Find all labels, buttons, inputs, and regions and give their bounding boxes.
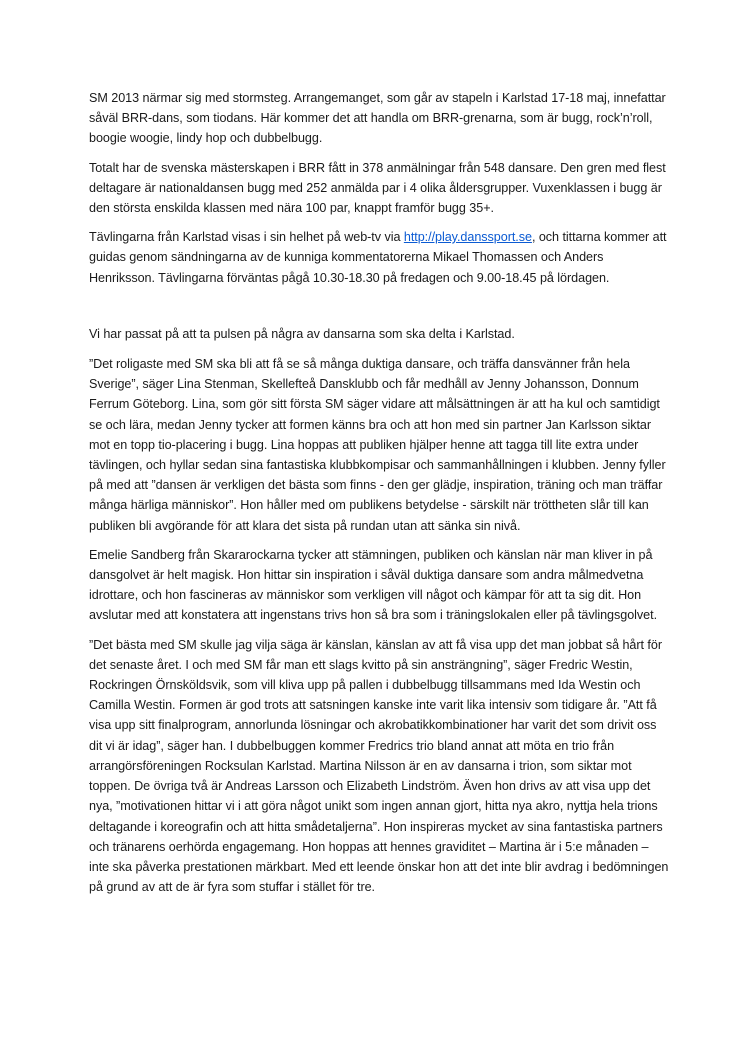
paragraph-pulse: Vi har passat på att ta pulsen på några av dansarna som ska delta i Karlstad. bbox=[89, 326, 515, 341]
paragraph-broadcast bbox=[89, 227, 669, 288]
paragraph-registrations: Totalt har de svenska mästerskapen i BRR fått in 378 anmälningar från 548 dansare. Den gren med flest deltagare är nationaldansen bugg med 252 anmälda par i 4 olika åldersgrupper. Vuxenklassen i bugg är den största enskilda klassen med nära 100 par, knappt framför bugg 35+. bbox=[89, 160, 666, 216]
paragraph-fredric-martina: ”Det bästa med SM skulle jag vilja säga är känslan, känslan av att få visa upp det man jobbat så hårt för det senaste året. I och med SM får man ett slags kvitto på sin ansträngning”, säger Fredric Westin, Rockringen Örnsköldsvik, som vill kliva upp på pallen i dubbelbugg tillsammans med Ida Westin och Camilla Westin. Formen är god trots att satsningen kanske inte varit lika intensiv som tidigare år. ”Att få visa upp sitt finalprogram, annorlunda lösningar och akrobatikkombinationer har varit det som drivit oss dit vi är idag”, säger han. I dubbelbuggen kommer Fredrics trio bland annat att möta en trio från arrangörsföreningen Rocksulan Karlstad. Martina Nilsson är en av dansarna i trion, som siktar mot toppen. De övriga två är Andreas Larsson och Elizabeth Lindström. Även hon drivs av att visa upp det nya, ”motivationen hittar vi i att göra något unikt som ingen annan gjort, hitta nya akro, nyttja hela trions deltagande i koreografin och att hitta smådetaljerna”. Hon inspireras mycket av sina fantastiska partners och tränarens oerhörda engagemang. Hon hoppas att hennes graviditet – Martina är i 5:e månaden – inte ska påverka prestationen märkbart. Med ett leende önskar hon att det inte blir avdrag i bedömningen på grund av att de är fyra som stuffar i stället för tre. bbox=[89, 637, 669, 895]
document-body bbox=[89, 88, 669, 897]
paragraph-intro: SM 2013 närmar sig med stormsteg. Arrangemanget, som går av stapeln i Karlstad 17-18 maj, innefattar såväl BRR-dans, som tiodans. Här kommer det att handla om BRR-grenarna, som är bugg, rock’n’roll, boogie woogie, lindy hop och dubbelbugg. bbox=[89, 91, 666, 146]
broadcast-text-before: Tävlingarna från Karlstad visas i sin helhet på web-tv via bbox=[89, 230, 404, 245]
broadcast-text-after: , och tittarna kommer att guidas genom sändningarna av de kunniga kommentatorerna Mikael Thomassen och Anders Henriksson. Tävlingarna förväntas pågå 10.30-18.30 på fredagen och 9.00-18.45 på lördagen. bbox=[89, 230, 667, 285]
play-danssport-link[interactable]: http://play.danssport.se bbox=[403, 230, 532, 245]
paragraph-lina-jenny: ”Det roligaste med SM ska bli att få se så många duktiga dansare, och träffa dansvänner från hela Sverige”, säger Lina Stenman, Skellefteå Dansklubb och får medhåll av Jenny Johansson, Donnum Ferrum Göteborg. Lina, som gör sitt första SM säger vidare att målsättningen är att ha kul och samtidigt se och lära, medan Jenny tycker att formen känns bra och att hon med sin partner Jan Karlsson siktar mot en topp tio-placering i bugg. Lina hoppas att publiken hjälper henne att tagga till lite extra under tävlingen, och hyllar sedan sina fantastiska klubbkompisar och sammanhållningen i klubben. Jenny fyller på med att ”dansen är verkligen det bästa som finns - den ger glädje, inspiration, träning och man träffar många härliga människor”. Hon håller med om publikens betydelse - särskilt när tröttheten slår till kan publiken bli avgörande för att klara det sista på rundan utan att sänka sin nivå. bbox=[89, 357, 666, 533]
paragraph-emelie: Emelie Sandberg från Skararockarna tycker att stämningen, publiken och känslan när man kliver in på dansgolvet är helt magisk. Hon hittar sin inspiration i såväl duktiga dansare som andra målmedvetna idrottare, och hon fascineras av människor som verkligen vill något och kämpar för att ta sig dit. Hon avslutar med att konstatera att ingenstans trivs hon så bra som i träningslokalen eller på tävlingsgolvet. bbox=[89, 547, 658, 623]
